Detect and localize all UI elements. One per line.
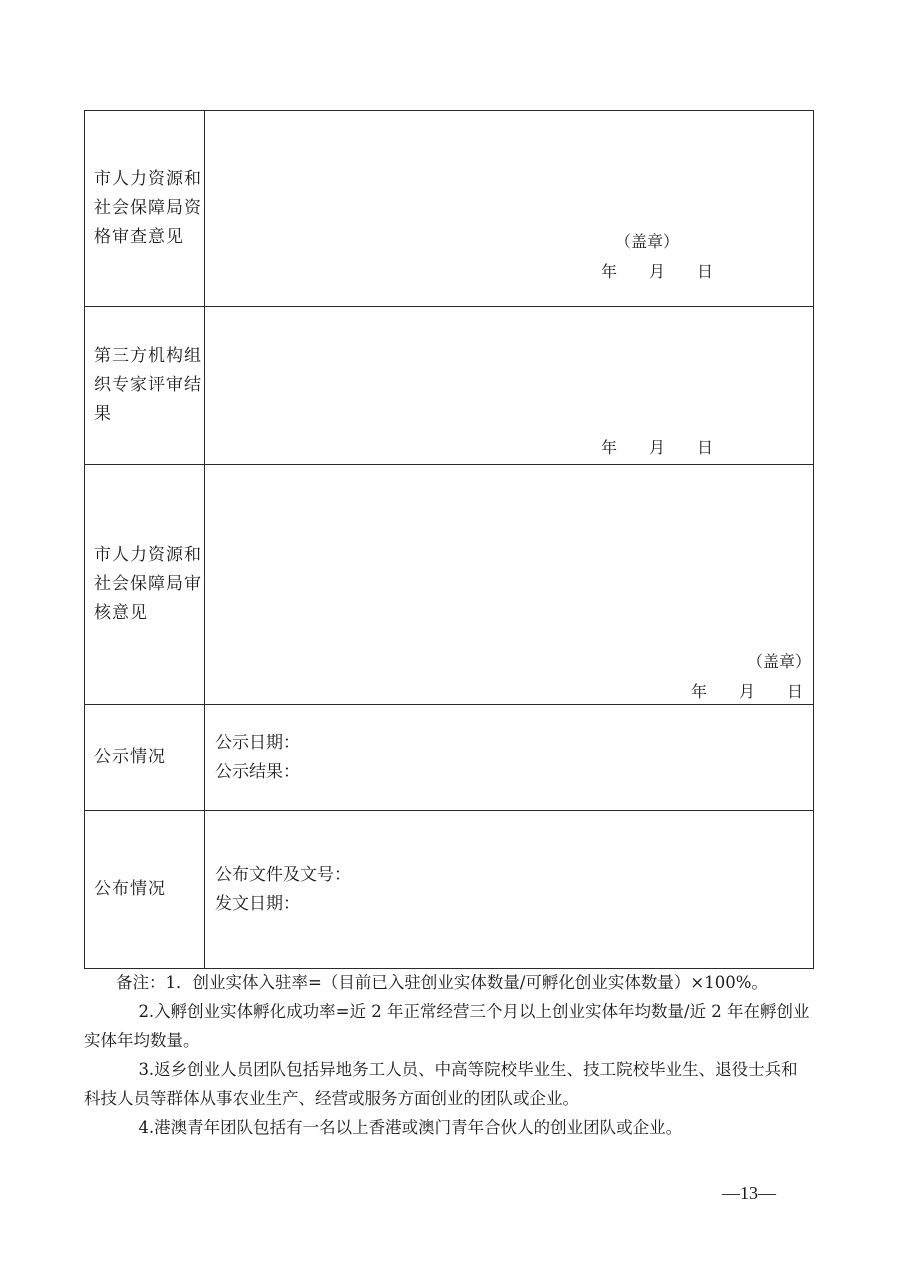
table-row-audit-opinion: [85, 465, 814, 705]
date-line: 年 月 日: [691, 682, 804, 701]
row-label-audit-opinion: 市人力资源和社会保障局审核意见: [85, 465, 205, 705]
table-row-publication: [85, 811, 814, 969]
publication-cell[interactable]: [205, 811, 814, 969]
note-item-4: 4.港澳青年团队包括有一名以上香港或澳门青年合伙人的创业团队或企业。: [138, 1118, 683, 1137]
publicity-result-field: 公示结果：: [215, 761, 300, 782]
date-line: 年 月 日: [601, 438, 714, 457]
publicity-cell[interactable]: [205, 705, 814, 811]
table-row-expert-review: [85, 307, 814, 465]
expert-review-cell[interactable]: [205, 307, 814, 465]
row-label-publicity: 公示情况: [85, 705, 205, 811]
row-label-qualification-review: 市人力资源和社会保障局资格审查意见: [85, 111, 205, 307]
table-row-publicity: [85, 705, 814, 811]
publication-document-field: 公布文件及文号：: [215, 864, 351, 885]
review-form-table: [84, 110, 814, 969]
note-item-1: 备注：1．创业实体入驻率=（目前已入驻创业实体数量/可孵化创业实体数量）×100%。: [116, 973, 768, 992]
publication-date-field: 发文日期：: [215, 893, 300, 914]
seal-note: （盖章）: [615, 232, 680, 251]
note-item-3: 3.返乡创业人员团队包括异地务工人员、中高等院校毕业生、技工院校毕业生、退役士兵和科技人员等群体从事农业生产、经营或服务方面创业的团队或企业。: [84, 1060, 798, 1108]
page-number: —13—: [722, 1183, 776, 1203]
notes-prefix: 备注：: [116, 973, 166, 992]
note-item-2: 2.入孵创业实体孵化成功率=近 2 年正常经营三个月以上创业实体年均数量/近 2 年在孵创业实体年均数量。: [84, 1002, 810, 1050]
row-label-publication: 公布情况: [85, 811, 205, 969]
table-row-qualification-review: [85, 111, 814, 307]
notes-section: [84, 968, 814, 1142]
audit-opinion-cell[interactable]: [205, 465, 814, 705]
date-line: 年 月 日: [601, 262, 714, 281]
qualification-review-cell[interactable]: [205, 111, 814, 307]
publicity-date-field: 公示日期：: [215, 732, 300, 753]
seal-note: （盖章）: [747, 652, 812, 671]
row-label-expert-review: 第三方机构组织专家评审结果: [85, 307, 205, 465]
